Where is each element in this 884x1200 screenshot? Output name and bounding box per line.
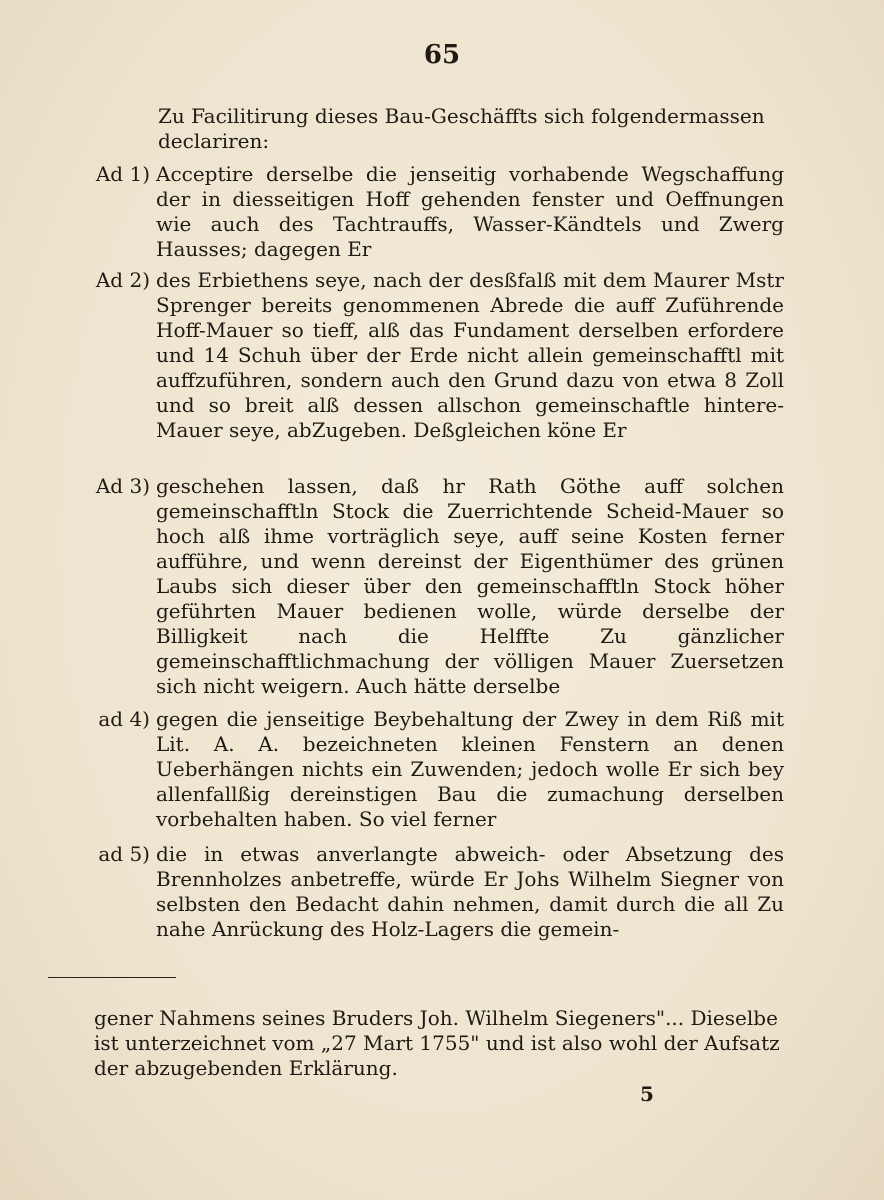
entry-text: Acceptire derselbe die jenseitig vorhabende Wegschaffung der in diesseitigen Hoff gehenden fenster und Oeffnungen wie auch des Tachtrauffs, Wasser-Kändtels und Zwerg Hausses; dagegen Er — [156, 162, 784, 261]
entry-label: Ad 1) — [95, 162, 150, 186]
entry-label: Ad 2) — [95, 268, 150, 292]
footnote-divider — [48, 977, 176, 978]
entry-text: geschehen lassen, daß hr Rath Göthe auff solchen gemeinschafftln Stock die Zuerrichtende Scheid-Mauer so hoch alß ihme vorträglich seye, auff seine Kosten ferner aufführe, und wenn dereinst der Eigenthümer des grünen Laubs sich dieser über den gemeinschafftln Stock höher geführten Mauer bedienen wolle, würde derselbe der Billigkeit nach die Helffte Zu gänzlicher gemeinschafftlichmachung der völligen Mauer Zuersetzen sich nicht weigern. Auch hätte derselbe — [156, 474, 784, 698]
entry-text: des Erbiethens seye, nach der desßfalß mit dem Maurer Mstr Sprenger bereits genommenen Abrede die auff Zuführende Hoff-Mauer so tieff, alß das Fundament derselben erfordere und 14 Schuh über der Erde nicht allein gemeinschafftl mit auffzuführen, sondern auch den Grund dazu von etwa 8 Zoll und so breit alß dessen allschon gemeinschaftle hintere-Mauer seye, abZugeben. Deßgleichen köne Er — [156, 268, 784, 442]
intro-paragraph: Zu Facilitirung dieses Bau-Geschäffts sich folgendermassen declariren: — [158, 104, 765, 153]
signature-mark: 5 — [640, 1082, 654, 1106]
entry-text: gegen die jenseitige Beybehaltung der Zwey in dem Riß mit Lit. A. A. bezeichneten kleinen Fenstern an denen Ueberhängen nichts ein Zuwenden; jedoch wolle Er sich bey allenfallßig dereinstigen Bau die zumachung derselben vorbehalten haben. So viel ferner — [156, 707, 784, 831]
entry-label: ad 5) — [98, 842, 150, 866]
entry-label: ad 4) — [98, 707, 150, 731]
entry-label: Ad 3) — [95, 474, 150, 498]
entry-text: die in etwas anverlangte abweich- oder Absetzung des Brennholzes anbetreffe, würde Er Johs Wilhelm Siegner von selbsten den Bedacht dahin nehmen, damit durch die all Zu nahe Anrückung des Holz-Lagers die gemein- — [156, 842, 784, 941]
footnote: gener Nahmens seines Bruders Joh. Wilhelm Siegeners"... Dieselbe ist unterzeichnet vom „27 Mart 1755" und ist also wohl der Aufsatz der abzugebenden Erklärung. — [94, 1006, 780, 1080]
page-number: 65 — [423, 40, 461, 70]
